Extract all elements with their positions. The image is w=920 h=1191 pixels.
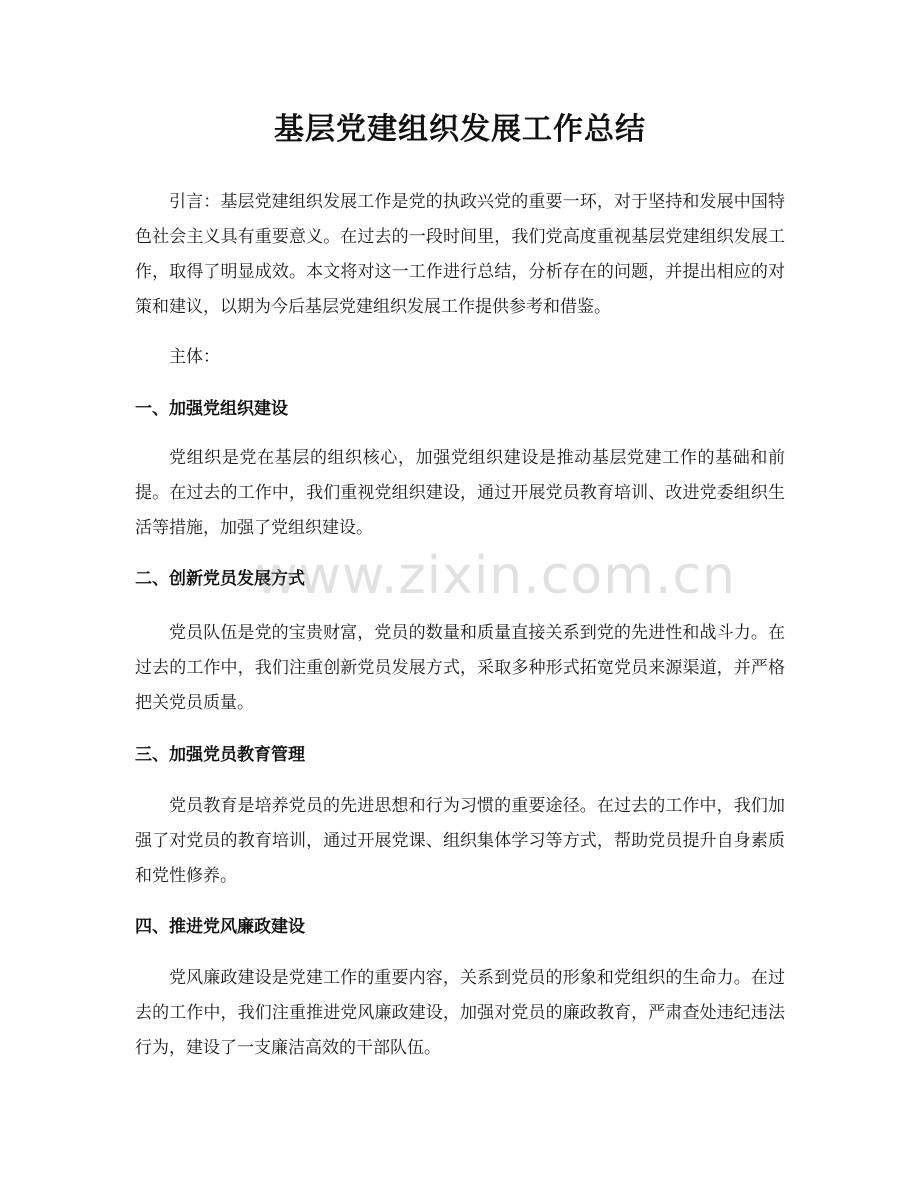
document-title: 基层党建组织发展工作总结	[274, 112, 646, 147]
section-body-2: 党员队伍是党的宝贵财富，党员的数量和质量直接关系到党的先进性和战斗力。在过去的工作中，我们注重创新党员发展方式，采取多种形式拓宽党员来源渠道，并严格把关党员质量。	[135, 623, 785, 713]
section-body-4: 党风廉政建设是党建工作的重要内容，关系到党员的形象和党组织的生命力。在过去的工作中，我们注重推进党风廉政建设，加强对党员的廉政教育，严肃查处违纪违法行为，建设了一支廉洁高效的干部队伍。	[135, 968, 785, 1058]
section-heading-2: 二、创新党员发展方式	[135, 569, 305, 589]
section-heading-3: 三、加强党员教育管理	[135, 745, 305, 765]
section-body-3: 党员教育是培养党员的先进思想和行为习惯的重要途径。在过去的工作中，我们加强了对党员的教育培训，通过开展党课、组织集体学习等方式，帮助党员提升自身素质和党性修养。	[135, 796, 785, 886]
section-heading-4: 四、推进党风廉政建设	[135, 917, 305, 937]
intro-paragraph: 引言：基层党建组织发展工作是党的执政兴党的重要一环，对于坚持和发展中国特色社会主义具有重要意义。在过去的一段时间里，我们党高度重视基层党建组织发展工作，取得了明显成效。本文将对这一工作进行总结，分析存在的问题，并提出相应的对策和建议，以期为今后基层党建组织发展工作提供参考和借鉴。	[135, 192, 785, 317]
section-heading-1: 一、加强党组织建设	[135, 399, 288, 419]
main-label: 主体：	[169, 347, 220, 367]
section-body-1: 党组织是党在基层的组织核心，加强党组织建设是推动基层党建工作的基础和前提。在过去的工作中，我们重视党组织建设，通过开展党员教育培训、改进党委组织生活等措施，加强了党组织建设。	[135, 448, 785, 538]
watermark: www.zixin.com.cn	[255, 546, 736, 606]
